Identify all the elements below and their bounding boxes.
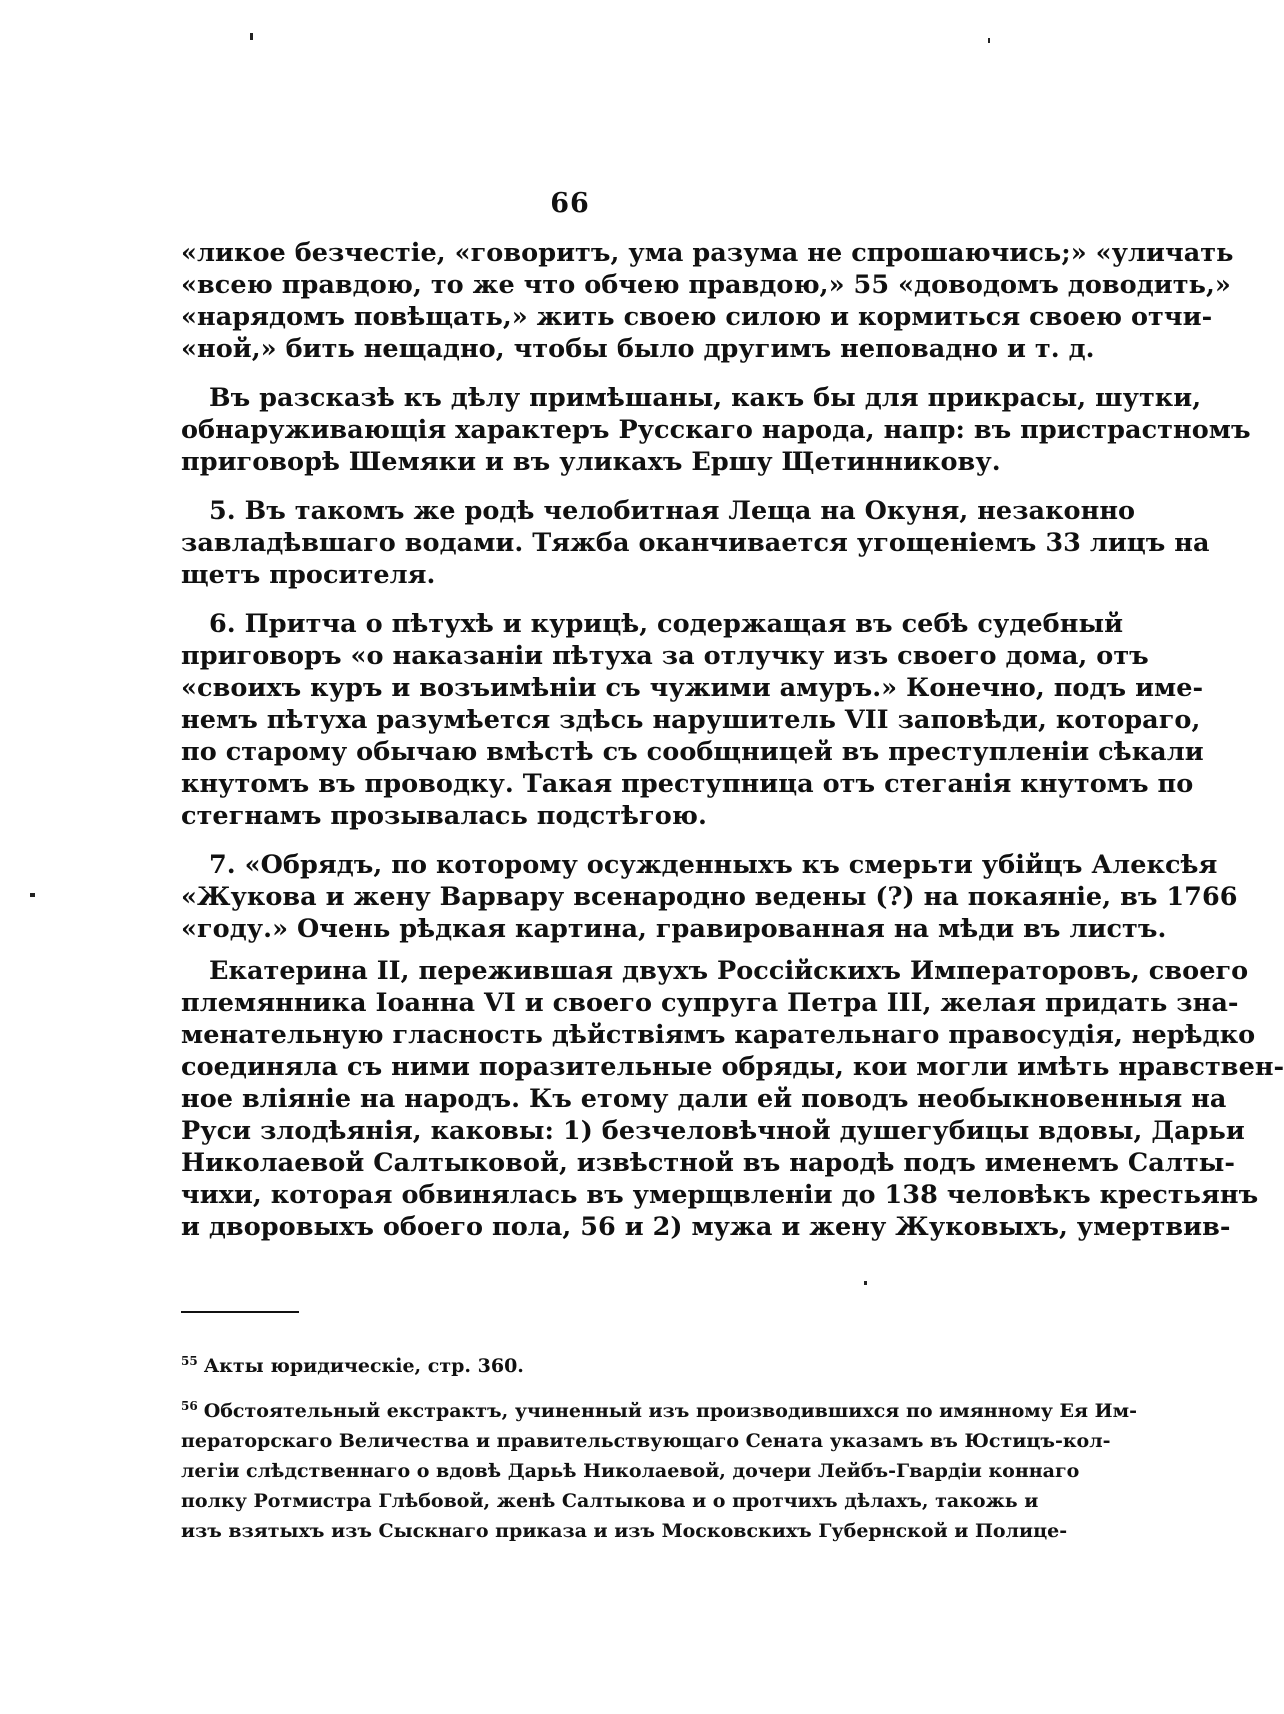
text-line: 7. «Обрядъ, по которому осужденныхъ къ смерьти убійцъ Алексѣя bbox=[209, 850, 1218, 880]
text-line: племянника Іоанна VI и своего супруга Петра III, желая придать зна- bbox=[181, 988, 1239, 1018]
scan-speck bbox=[30, 893, 35, 897]
footnote-line: полку Ротмистра Глѣбовой, женѣ Салтыкова и о протчихъ дѣлахъ, такожь и bbox=[181, 1490, 1039, 1512]
text-line: Руси злодѣянія, каковы: 1) безчеловѣчной душегубицы вдовы, Дарьи bbox=[181, 1116, 1245, 1146]
footnote-divider bbox=[181, 1311, 299, 1313]
footnote-text: Акты юридическіе, стр. 360. bbox=[203, 1355, 524, 1377]
scan-speck bbox=[988, 38, 990, 43]
text-line: немъ пѣтуха разумѣется здѣсь нарушитель VII заповѣди, котораго, bbox=[181, 705, 1201, 735]
text-line: «своихъ куръ и возъимѣніи съ чужими амуръ.» Конечно, подъ име- bbox=[181, 673, 1204, 703]
text-line: «Жукова и жену Варвару всенародно ведены (?) на покаяніе, въ 1766 bbox=[181, 882, 1238, 912]
footnote-number: 56 bbox=[181, 1399, 198, 1413]
footnote-line: ператорскаго Величества и правительствующаго Сената указамъ въ Юстицъ-кол- bbox=[181, 1430, 1111, 1452]
text-line: Въ разсказѣ къ дѣлу примѣшаны, какъ бы для прикрасы, шутки, bbox=[209, 383, 1202, 413]
text-line: щетъ просителя. bbox=[181, 560, 436, 590]
text-line: завладѣвшаго водами. Тяжба оканчивается угощеніемъ 33 лицъ на bbox=[181, 528, 1210, 558]
footnote-line: изъ взятыхъ изъ Сыскнаго приказа и изъ Московскихъ Губернской и Полице- bbox=[181, 1520, 1068, 1542]
text-line: чихи, которая обвинялась въ умерщвленіи до 138 человѣкъ крестьянъ bbox=[181, 1180, 1259, 1210]
footnotes bbox=[181, 1346, 1138, 1546]
text-line: соединяла съ ними поразительные обряды, кои могли имѣть нравствен- bbox=[181, 1052, 1284, 1082]
page-number: 66 bbox=[550, 188, 590, 219]
footnote-text: Обстоятельный екстрактъ, учиненный изъ производившихся по имянному Ея Им- bbox=[203, 1400, 1138, 1422]
text-line: кнутомъ въ проводку. Такая преступница отъ стеганія кнутомъ по bbox=[181, 769, 1194, 799]
text-line: стегнамъ прозывалась подстѣгою. bbox=[181, 801, 707, 831]
footnote-55 bbox=[181, 1346, 1009, 1381]
text-line: по старому обычаю вмѣстѣ съ сообщницей въ преступленіи сѣкали bbox=[181, 737, 1204, 767]
text-line: Николаевой Салтыковой, извѣстной въ народѣ подъ именемъ Салты- bbox=[181, 1148, 1235, 1178]
footnote-line: легіи слѣдственнаго о вдовѣ Дарьѣ Николаевой, дочери Лейбъ-Гвардіи коннаго bbox=[181, 1460, 1080, 1482]
text-line: приговоръ «о наказаніи пѣтуха за отлучку изъ своего дома, отъ bbox=[181, 641, 1149, 671]
text-line: 5. Въ такомъ же родѣ челобитная Леща на Окуня, незаконно bbox=[209, 496, 1136, 526]
scan-speck bbox=[250, 33, 253, 40]
footnote-number: 55 bbox=[181, 1354, 198, 1368]
text-line: приговорѣ Шемяки и въ уликахъ Ершу Щетинникову. bbox=[181, 447, 1001, 477]
text-line: «ликое безчестіе, «говоритъ, ума разума не спрошаючись;» «уличать bbox=[181, 238, 1234, 268]
text-line: «году.» Очень рѣдкая картина, гравированная на мѣди въ листъ. bbox=[181, 914, 1167, 944]
text-line: менательную гласность дѣйствіямъ карательнаго правосудія, нерѣдко bbox=[181, 1020, 1256, 1050]
text-line: ное вліяніе на народъ. Къ етому дали ей поводъ необыкновенныя на bbox=[181, 1084, 1227, 1114]
text-line: «ной,» бить нещадно, чтобы было другимъ неповадно и т. д. bbox=[181, 334, 1095, 364]
body-text bbox=[181, 237, 1284, 1243]
text-line: 6. Притча о пѣтухѣ и курицѣ, содержащая въ себѣ судебный bbox=[209, 609, 1124, 639]
text-line: обнаруживающія характеръ Русскаго народа, напр: въ пристрастномъ bbox=[181, 415, 1251, 445]
text-line: Екатерина II, пережившая двухъ Россійскихъ Императоровъ, своего bbox=[209, 956, 1249, 986]
text-line: и дворовыхъ обоего пола, 56 и 2) мужа и жену Жуковыхъ, умертвив- bbox=[181, 1212, 1231, 1242]
scan-speck bbox=[864, 1281, 867, 1285]
text-line: «всею правдою, то же что обчею правдою,» 55 «доводомъ доводить,» bbox=[181, 270, 1231, 300]
footnote-56 bbox=[181, 1391, 1138, 1426]
text-line: «нарядомъ повѣщать,» жить своею силою и кормиться своею отчи- bbox=[181, 302, 1213, 332]
